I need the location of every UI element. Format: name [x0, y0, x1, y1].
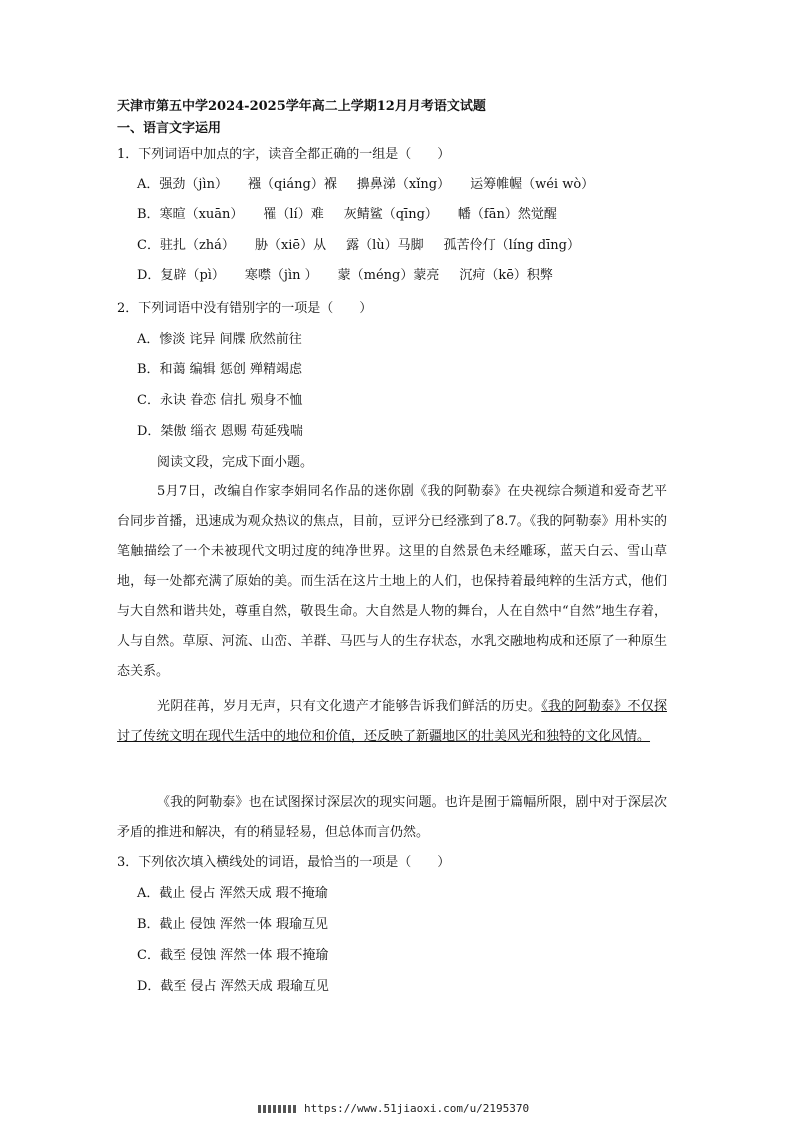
site-logo-icon	[258, 1105, 298, 1113]
question-1-option-c[interactable]: C．驻扎（zhá） 胁（xiē）从 露（lù）马脚 孤苦伶仃（líng dīng）	[137, 238, 580, 253]
question-2-option-c[interactable]: C．永诀 眷恋 信扎 殒身不恤	[137, 393, 303, 408]
question-3-option-c[interactable]: C．截至 侵蚀 浑然一体 瑕不掩瑜	[137, 948, 329, 963]
option-label: B．	[137, 207, 160, 222]
question-2-option-a[interactable]: A．惨淡 诧异 间牒 欣然前往	[137, 332, 302, 347]
option-label: D．	[137, 268, 161, 283]
passage-paragraph-1: 5月7日，改编自作家李娟同名作品的迷你剧《我的阿勒泰》在央视综合频道和爱奇艺平台同步首播，迅速成为观众热议的焦点，目前，豆评分已经涨到了8.7。《我的阿勒泰》用朴实的笔触描绘了一个未被现代文明过度的纯净世界。这里的自然景色未经雕琢，蓝天白云、雪山草地，每一处都充满了原始的美。而生活在这片土地上的人们，也保持着最纯粹的生活方式，他们与大自然和谐共处，尊重自然，敬畏生命。大自然是人物的舞台，人在自然中“自然”地生存着，人与自然。草原、河流、山峦、羊群、马匹与人的生存状态，水乳交融地构成和还原了一种原生态关系。	[117, 484, 667, 679]
footer-url[interactable]: https://www.51jiaoxi.com/u/2195370	[304, 1102, 530, 1115]
question-2-stem: 2．下列词语中没有错别字的一项是（ ）	[117, 301, 373, 316]
section-heading: 一、语言文字运用	[117, 121, 222, 136]
option-label: C．	[137, 238, 160, 253]
underlined-sentence: 《我的阿勒泰》不仅探讨了传统文明在现代生活中的地位和价值，还反映了新疆地区的壮美风光和独特的文化风情。	[117, 699, 667, 744]
question-2-option-b[interactable]: B．和蔼 编辑 惩创 殚精竭虑	[137, 362, 302, 377]
passage-paragraph-3: 《我的阿勒泰》也在试图探讨深层次的现实问题。也许是囿于篇幅所限，剧中对于深层次矛盾的推进和解决，有的稍显轻易，但总体而言仍然。	[117, 795, 667, 840]
question-2-option-d[interactable]: D．桀傲 缁衣 恩赐 苟延残喘	[137, 424, 303, 439]
question-1-stem: 1．下列词语中加点的字，读音全都正确的一组是（ ）	[117, 147, 451, 162]
page-title: 天津市第五中学2024-2025学年高二上学期12月月考语文试题	[117, 99, 486, 114]
question-3-option-d[interactable]: D．截至 侵占 浑然天成 瑕瑜互见	[137, 979, 329, 994]
passage-paragraph-2: 光阴荏苒，岁月无声，只有文化遗产才能够告诉我们鲜活的历史。《我的阿勒泰》不仅探讨了传统文明在现代生活中的地位和价值，还反映了新疆地区的壮美风光和独特的文化风情。	[117, 699, 667, 744]
option-label: A．	[137, 177, 160, 192]
question-3-stem: 3．下列依次填入横线处的词语，最恰当的一项是（ ）	[117, 855, 451, 870]
question-1-option-d[interactable]: D．复辟（pì） 寒噤（jìn ） 蒙（méng）蒙亮 沉疴（kē）积弊	[137, 268, 553, 283]
passage-instruction: 阅读文段，完成下面小题。	[157, 455, 314, 470]
question-3-option-a[interactable]: A．截止 侵占 浑然天成 瑕不掩瑜	[137, 886, 328, 901]
question-1-option-b[interactable]: B．寒暄（xuān） 罹（lí）难 灰鲭鲨（qīng） 幡（fān）然觉醒	[137, 207, 557, 222]
question-1-option-a[interactable]: A．强劲（jìn） 襁（qiáng）褓 擤鼻涕（xǐng） 运筹帷幄（wéi wò）	[137, 177, 595, 192]
question-3-option-b[interactable]: B．截止 侵蚀 浑然一体 瑕瑜互见	[137, 917, 328, 932]
footer-watermark	[258, 1102, 529, 1115]
